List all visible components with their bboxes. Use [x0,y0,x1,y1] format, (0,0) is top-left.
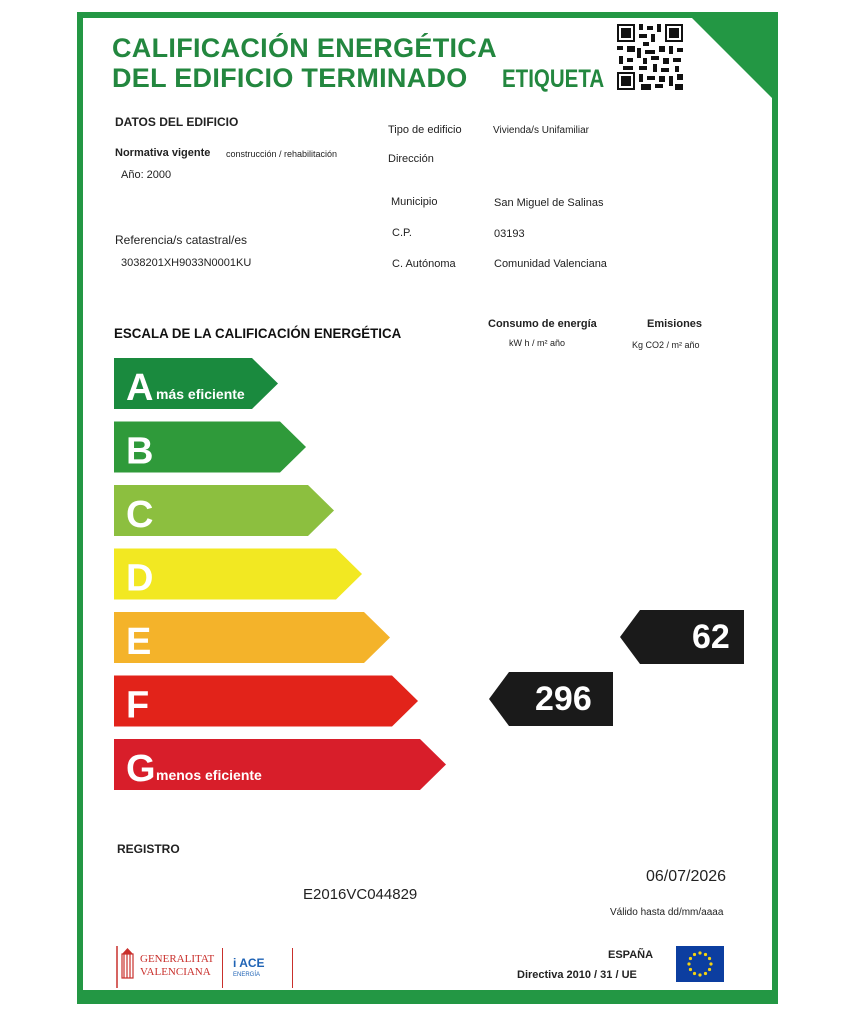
eu-star-icon [709,962,712,965]
cp-value: 03193 [494,228,525,240]
grade-bar-g [114,739,446,790]
iace-sub: ENERGÍA [233,972,261,978]
municipio-value: San Miguel de Salinas [494,197,604,209]
tipo-value: Vivienda/s Unifamiliar [493,125,589,136]
consumo-unit: kW h / m² año [509,338,566,348]
grade-letter-d: D [126,557,154,600]
directive-label: Directiva 2010 / 31 / UE [517,969,637,981]
emisiones-unit: Kg CO2 / m² año [632,340,700,350]
grade-note-a: más eficiente [156,386,245,402]
autonoma-label: C. Autónoma [392,258,456,270]
section-datos: DATOS DEL EDIFICIO [115,115,239,129]
eu-star-icon [708,968,711,971]
ref-value: 3038201XH9033N0001KU [121,257,252,269]
gv-emblem-icon [115,946,135,988]
eu-star-icon [704,972,707,975]
iace-logo: i ACE [233,956,265,970]
ref-label: Referencia/s catastral/es [115,233,248,247]
scale-title: ESCALA DE LA CALIFICACIÓN ENERGÉTICA [114,325,402,341]
eu-star-icon [698,951,701,954]
eu-star-icon [704,953,707,956]
footer-divider-2 [292,948,293,988]
eu-flag-icon [676,946,724,982]
valid-date: 06/07/2026 [646,868,727,885]
registro-number: E2016VC044829 [303,886,418,903]
normativa-label: Normativa vigente [115,147,211,159]
municipio-label: Municipio [391,196,438,208]
normativa-value: construcción / rehabilitación [226,149,338,159]
grade-bar-c [114,485,334,536]
grade-letter-b: B [126,430,154,473]
corner-triangle [686,12,778,104]
gv-line1: GENERALITAT [140,953,215,965]
grade-bar-f [114,676,418,727]
eu-star-icon [689,968,692,971]
grade-letter-c: C [126,494,154,536]
grade-letter-g: G [126,748,156,790]
title-line2: DEL EDIFICIO TERMINADO [112,63,468,93]
country-label: ESPAÑA [608,949,654,961]
grade-letter-e: E [126,621,152,663]
emisiones-label: Emisiones [647,318,703,330]
autonoma-value: Comunidad Valenciana [494,258,607,270]
etiqueta-tag: ETIQUETA [502,65,605,93]
registro-label: REGISTRO [117,842,180,856]
eu-star-icon [698,973,701,976]
emisiones-value: 62 [692,618,730,656]
tipo-label: Tipo de edificio [388,124,462,136]
consumo-value: 296 [535,680,592,718]
cp-label: C.P. [392,227,412,239]
footer-divider-1 [222,948,223,988]
eu-star-icon [708,957,711,960]
title-line1: CALIFICACIÓN ENERGÉTICA [112,33,497,63]
year-value: Año: 2000 [121,169,172,181]
valid-label: Válido hasta dd/mm/aaaa [610,907,724,918]
eu-star-icon [687,962,690,965]
direccion-label: Dirección [388,153,434,165]
grade-letter-f: F [126,684,150,727]
eu-star-icon [693,972,696,975]
gv-line2: VALENCIANA [140,966,211,978]
grade-note-g: menos eficiente [156,767,262,783]
qr-code-icon [617,24,683,90]
eu-star-icon [689,957,692,960]
bottom-bar [77,990,778,1004]
energy-scale [114,358,454,798]
grade-bar-a [114,358,278,409]
grade-bar-e [114,612,390,663]
grade-bar-b [114,422,306,473]
grade-bar-d [114,549,362,600]
grade-letter-a: A [126,367,154,409]
eu-star-icon [693,953,696,956]
consumo-label: Consumo de energía [488,318,597,330]
